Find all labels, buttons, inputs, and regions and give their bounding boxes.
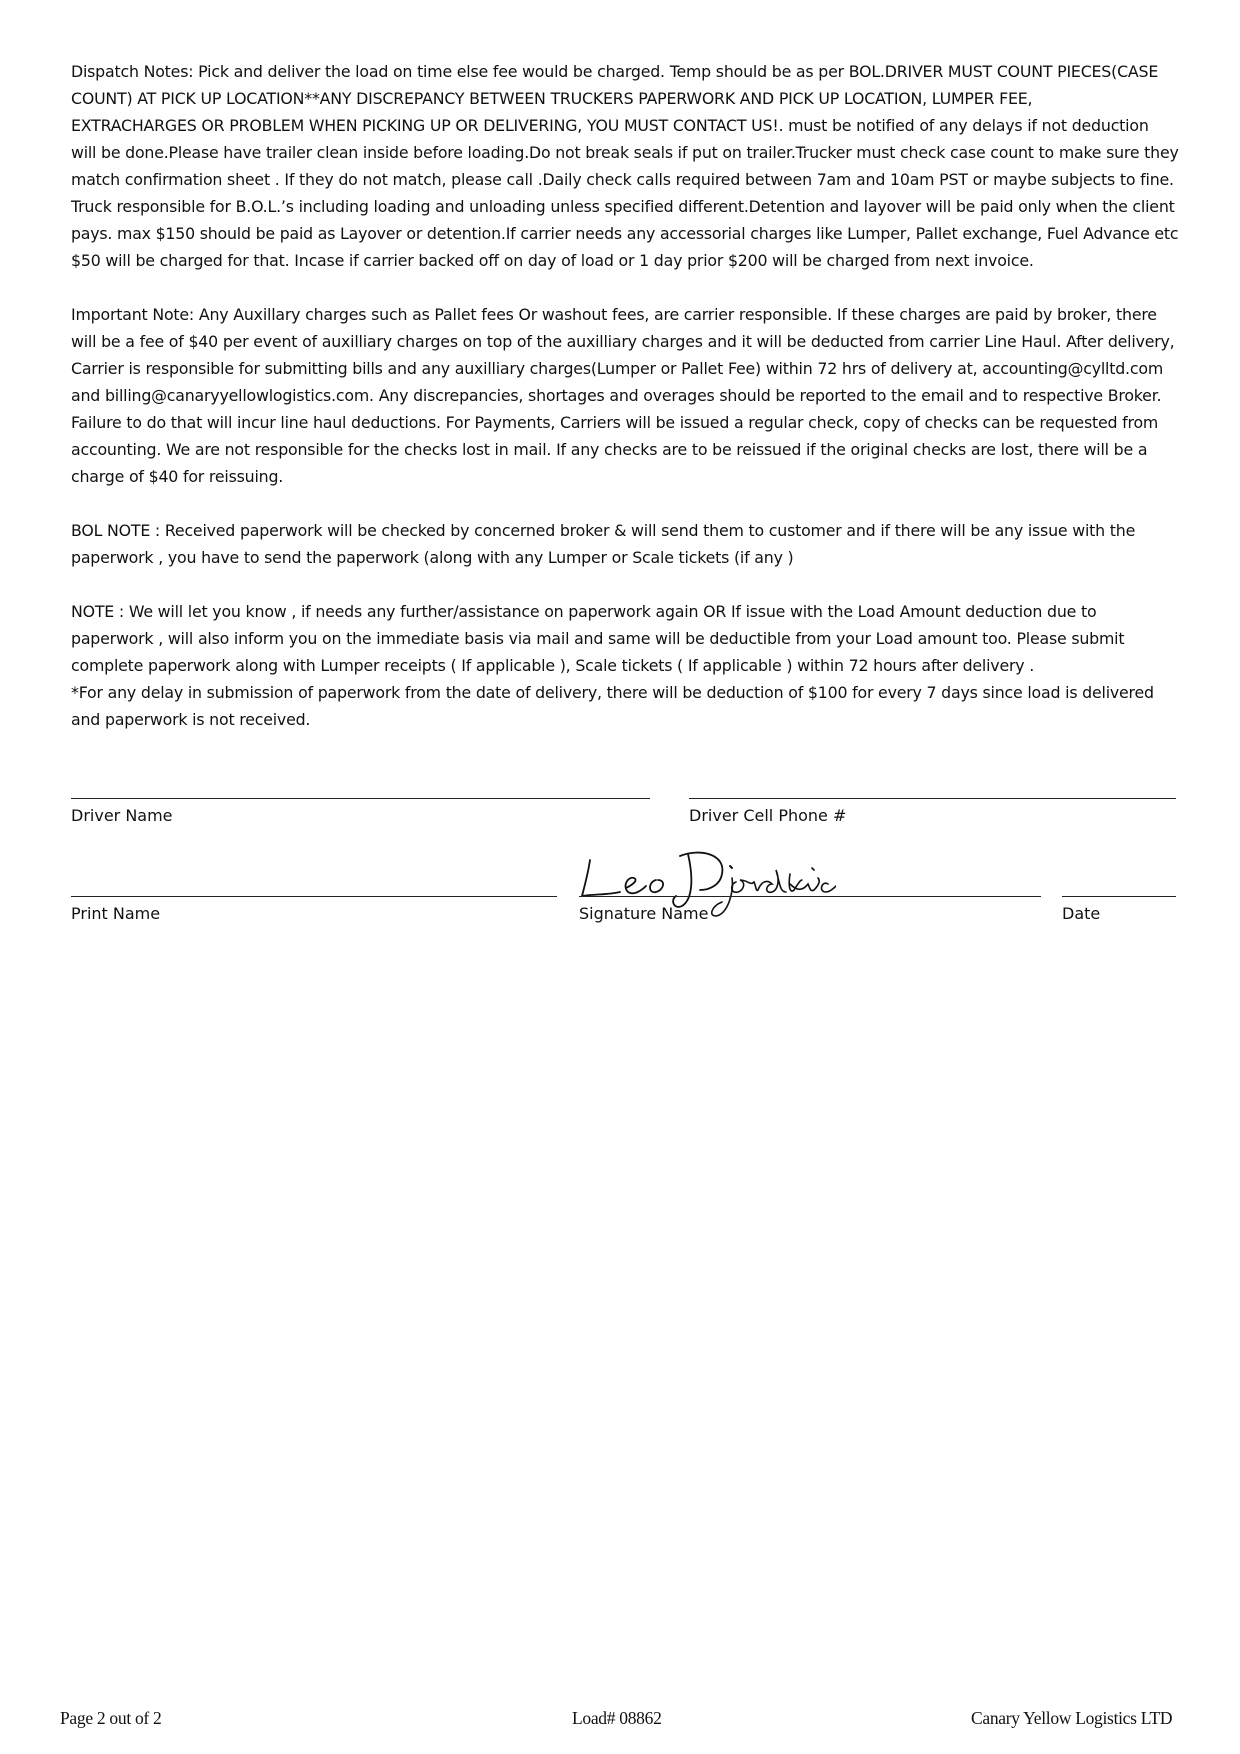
signature-name-line[interactable] <box>579 896 1041 897</box>
bol-note-line: BOL NOTE : Received paperwork will be checked by concerned broker & will send them to customer and if there will be any issue with the <box>71 521 1136 540</box>
company-name: Canary Yellow Logistics LTD <box>971 1708 1173 1728</box>
dispatch-notes-line: $50 will be charged for that. Incase if carrier backed off on day of load or 1 day prior $200 will be charged from next invoice. <box>71 251 1034 270</box>
important-note-line: accounting. We are not responsible for the checks lost in mail. If any checks are to be reissued if the original checks are lost, there will be a <box>71 440 1148 459</box>
dispatch-notes-line: will be done.Please have trailer clean inside before loading.Do not break seals if put on trailer.Trucker must check case count to make sure they <box>71 143 1179 162</box>
important-note-line: charge of $40 for reissuing. <box>71 467 284 486</box>
page-number: Page 2 out of 2 <box>60 1708 162 1728</box>
bol-note <box>71 517 1179 571</box>
driver-cell-line[interactable] <box>689 798 1176 799</box>
note-line: and paperwork is not received. <box>71 710 311 729</box>
driver-cell-label: Driver Cell Phone # <box>689 806 847 825</box>
important-note-line: Carrier is responsible for submitting bills and any auxilliary charges(Lumper or Pallet Fee) within 72 hrs of delivery at, accounting@cylltd.com <box>71 359 1164 378</box>
driver-name-label: Driver Name <box>71 806 173 825</box>
bol-note-line: paperwork , you have to send the paperwork (along with any Lumper or Scale tickets (if any ) <box>71 548 794 567</box>
important-note-line: Important Note: Any Auxillary charges such as Pallet fees Or washout fees, are carrier responsible. If these charges are paid by broker, there <box>71 305 1157 324</box>
dispatch-notes-line: match confirmation sheet . If they do not match, please call .Daily check calls required between 7am and 10am PST or maybe subjects to fine. <box>71 170 1174 189</box>
note-line: *For any delay in submission of paperwork from the date of delivery, there will be deduction of $100 for every 7 days since load is delivered <box>71 683 1154 702</box>
date-line[interactable] <box>1062 896 1176 897</box>
note <box>71 598 1179 733</box>
load-number: Load# 08862 <box>572 1708 662 1728</box>
dispatch-notes-line: Truck responsible for B.O.L.’s including loading and unloading unless specified different.Detention and layover will be paid only when the client <box>71 197 1175 216</box>
dispatch-notes-line: EXTRACHARGES OR PROBLEM WHEN PICKING UP OR DELIVERING, YOU MUST CONTACT US!. must be notified of any delays if not deduction <box>71 116 1149 135</box>
dispatch-notes <box>71 58 1179 274</box>
date-label: Date <box>1062 904 1101 923</box>
signature-name-label: Signature Name <box>579 904 709 923</box>
dispatch-notes-line: COUNT) AT PICK UP LOCATION**ANY DISCREPANCY BETWEEN TRUCKERS PAPERWORK AND PICK UP LOCATION, LUMPER FEE, <box>71 89 1033 108</box>
important-note-line: and billing@canaryyellowlogistics.com. Any discrepancies, shortages and overages should be reported to the email and to respective Broker. <box>71 386 1162 405</box>
note-line: paperwork , will also inform you on the immediate basis via mail and same will be deductible from your Load amount too. Please submit <box>71 629 1125 648</box>
dispatch-notes-line: pays. max $150 should be paid as Layover or detention.If carrier needs any accessorial charges like Lumper, Pallet exchange, Fuel Advance etc <box>71 224 1179 243</box>
print-name-label: Print Name <box>71 904 161 923</box>
important-note <box>71 301 1179 490</box>
print-name-line[interactable] <box>71 896 557 897</box>
driver-name-line[interactable] <box>71 798 650 799</box>
note-line: complete paperwork along with Lumper receipts ( If applicable ), Scale tickets ( If applicable ) within 72 hours after delivery . <box>71 656 1035 675</box>
note-line: NOTE : We will let you know , if needs any further/assistance on paperwork again OR If issue with the Load Amount deduction due to <box>71 602 1097 621</box>
important-note-line: Failure to do that will incur line haul deductions. For Payments, Carriers will be issued a regular check, copy of checks can be requested from <box>71 413 1159 432</box>
important-note-line: will be a fee of $40 per event of auxilliary charges on top of the auxilliary charges and it will be deducted from carrier Line Haul. After delivery, <box>71 332 1175 351</box>
dispatch-notes-line: Dispatch Notes: Pick and deliver the load on time else fee would be charged. Temp should be as per BOL.DRIVER MUST COUNT PIECES(CASE <box>71 62 1159 81</box>
